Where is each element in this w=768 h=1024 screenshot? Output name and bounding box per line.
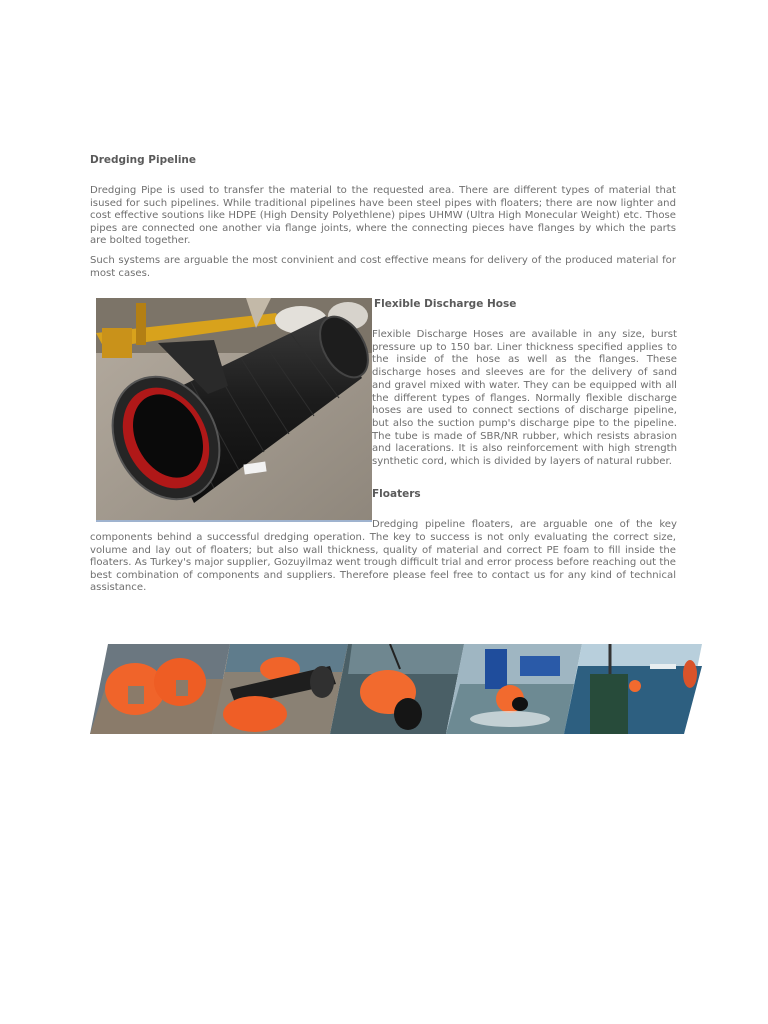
- floater-photo-2: [212, 644, 348, 734]
- floaters-body: components behind a successful dredging operation. The key to success is not only evaluating the correct size, volume and lay out of floaters; but also wall thickness, quality of material and correct PE foam to fill inside the floaters. As Turkey's major supplier, Gozuyilmaz went trough difficult trial and error process before reaching out the best combination of components and suppliers. Therefore please feel free to contact us for any kind of technical assistance.: [90, 532, 676, 594]
- floater-photo-1: [90, 644, 230, 734]
- page-title: Dredging Pipeline: [90, 154, 197, 166]
- floater-photo-3: [330, 644, 464, 734]
- intro-paragraph: Dredging Pipe is used to transfer the material to the requested area. There are different types of material that isused for such pipelines. While traditional pipelines have been steel pipes with floaters; there are now lighter and cost effective soutions like HDPE (High Density Polyethlene) pipes UHMW (Ultra High Monecular Weight) etc. Those pipes are connected one another via flange joints, where the connecting pieces have flanges by which the parts are bolted together.: [90, 185, 676, 247]
- discharge-hose-photo: [96, 298, 372, 522]
- floaters-body-first-line: Dredging pipeline floaters, are arguable one of the key: [372, 519, 677, 530]
- hose-section-heading: Flexible Discharge Hose: [374, 298, 517, 310]
- floaters-section-heading: Floaters: [372, 488, 421, 500]
- floater-photo-strip: [90, 644, 702, 734]
- floater-photo-4: [446, 644, 582, 734]
- floater-photo-5: [564, 644, 702, 734]
- second-paragraph: Such systems are arguable the most convinient and cost effective means for delivery of the produced material for most cases.: [90, 255, 676, 279]
- hose-section-body: Flexible Discharge Hoses are available in any size, burst pressure up to 150 bar. Liner thickness specified applies to the inside of the hose as well as the flanges. These discharge hoses and sleeves are for the delivery of sand and gravel mixed with water. They can be equipped with all the different types of flanges. Normally flexible discharge hoses are used to connect sections of discharge pipeline, but also the suction pump's discharge pipe to the pipeline. The tube is made of SBR/NR rubber, which resists abrasion and lacerations. It is also reinforcement with high strength synthetic cord, which is divided by layers of natural rubber.: [372, 329, 677, 468]
